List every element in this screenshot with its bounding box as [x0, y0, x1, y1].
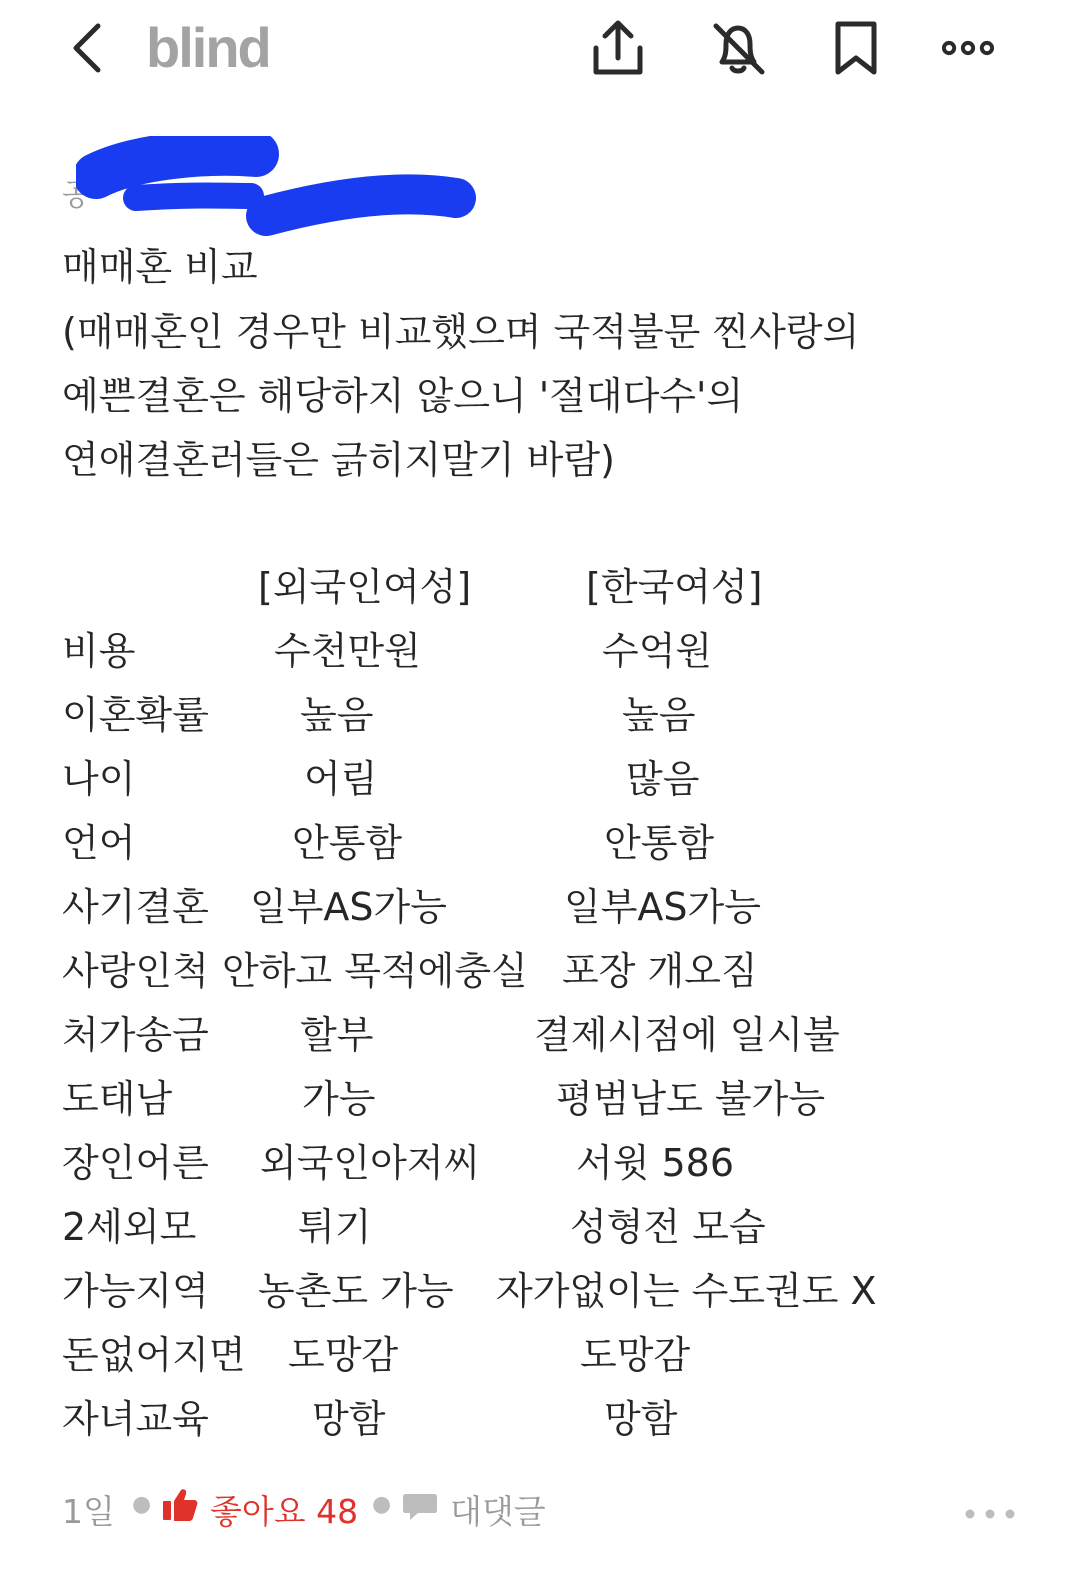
row-label: 처가송금	[62, 1013, 209, 1057]
foreign-value: 어림	[304, 757, 378, 801]
korean-value: 일부AS가능	[564, 885, 761, 929]
header-korean-women: [한국여성]	[586, 565, 763, 609]
foreign-value: 외국인아저씨	[260, 1141, 481, 1185]
row-label: 도태남	[62, 1077, 173, 1121]
table-row	[0, 1132, 1080, 1196]
back-chevron-icon[interactable]	[66, 20, 110, 76]
foreign-value: 안하고 목적에충실	[222, 949, 528, 993]
table-row	[0, 1068, 1080, 1132]
app-logo: blind	[146, 16, 270, 79]
korean-value: 결제시점에 일시불	[534, 1013, 840, 1057]
row-label: 나이	[62, 757, 136, 801]
post-meta: 공	[62, 178, 91, 213]
table-row	[0, 812, 1080, 876]
korean-value: 많음	[626, 757, 700, 801]
row-label: 2세외모	[62, 1205, 197, 1249]
foreign-value: 안통함	[292, 821, 403, 865]
foreign-value: 높음	[300, 693, 374, 737]
reply-button[interactable]: 대댓글	[450, 1492, 546, 1531]
row-label: 가능지역	[62, 1269, 209, 1313]
row-label: 이혼확률	[62, 693, 209, 737]
table-row	[0, 1324, 1080, 1388]
like-button[interactable]: 좋아요 48	[210, 1492, 359, 1531]
row-label: 사랑인척	[62, 949, 209, 993]
korean-value: 포장 개오짐	[562, 949, 758, 993]
korean-value: 성형전 모습	[570, 1205, 766, 1249]
bookmark-icon[interactable]	[826, 18, 886, 78]
table-row	[0, 1388, 1080, 1452]
foreign-value: 도망감	[288, 1333, 399, 1377]
table-row	[0, 748, 1080, 812]
table-row	[0, 876, 1080, 940]
post-footer	[62, 1484, 1022, 1534]
foreign-value: 할부	[300, 1013, 374, 1057]
notification-off-icon[interactable]	[708, 18, 768, 78]
row-label: 사기결혼	[62, 885, 209, 929]
row-label: 자녀교육	[62, 1397, 209, 1441]
korean-value: 망함	[604, 1397, 678, 1441]
top-bar	[0, 0, 1080, 100]
table-row	[0, 1004, 1080, 1068]
table-row	[0, 1196, 1080, 1260]
foreign-value: 가능	[302, 1077, 376, 1121]
row-label: 장인어른	[62, 1141, 209, 1185]
post-intro	[62, 300, 859, 492]
post-title: 매매혼 비교	[62, 245, 258, 289]
foreign-value: 튀기	[298, 1205, 372, 1249]
row-label: 비용	[62, 629, 136, 673]
intro-line: (매매혼인 경우만 비교했으며 국적불문 찐사랑의	[62, 310, 860, 354]
row-label: 언어	[62, 821, 136, 865]
foreign-value: 망함	[312, 1397, 386, 1441]
foreign-value: 수천만원	[274, 629, 421, 673]
reply-bubble-icon[interactable]	[402, 1490, 438, 1522]
thumbs-up-icon[interactable]	[162, 1488, 198, 1522]
table-row	[0, 684, 1080, 748]
separator-dot: ●	[132, 1492, 152, 1517]
comment-more-icon[interactable]	[962, 1506, 1018, 1522]
korean-value: 평범남도 불가능	[556, 1077, 826, 1121]
korean-value: 도망감	[580, 1333, 691, 1377]
intro-line: 연애결혼러들은 긁히지말기 바람)	[62, 438, 615, 482]
foreign-value: 일부AS가능	[250, 885, 447, 929]
foreign-value: 농촌도 가능	[258, 1269, 454, 1313]
separator-dot: ●	[372, 1492, 392, 1517]
intro-line: 예쁜결혼은 해당하지 않으니 '절대다수'의	[62, 374, 744, 418]
post-time: 1일	[62, 1492, 115, 1531]
share-icon[interactable]	[588, 18, 648, 78]
korean-value: 자가없이는 수도권도 X	[496, 1269, 877, 1313]
korean-value: 높음	[622, 693, 696, 737]
table-row	[0, 1260, 1080, 1324]
korean-value: 수억원	[602, 629, 713, 673]
table-row	[0, 620, 1080, 684]
header-foreign-women: [외국인여성]	[258, 565, 472, 609]
korean-value: 안통함	[604, 821, 715, 865]
korean-value: 서윗 586	[576, 1141, 735, 1185]
row-label: 돈없어지면	[62, 1333, 246, 1377]
table-row	[0, 940, 1080, 1004]
more-options-icon[interactable]	[938, 18, 998, 78]
